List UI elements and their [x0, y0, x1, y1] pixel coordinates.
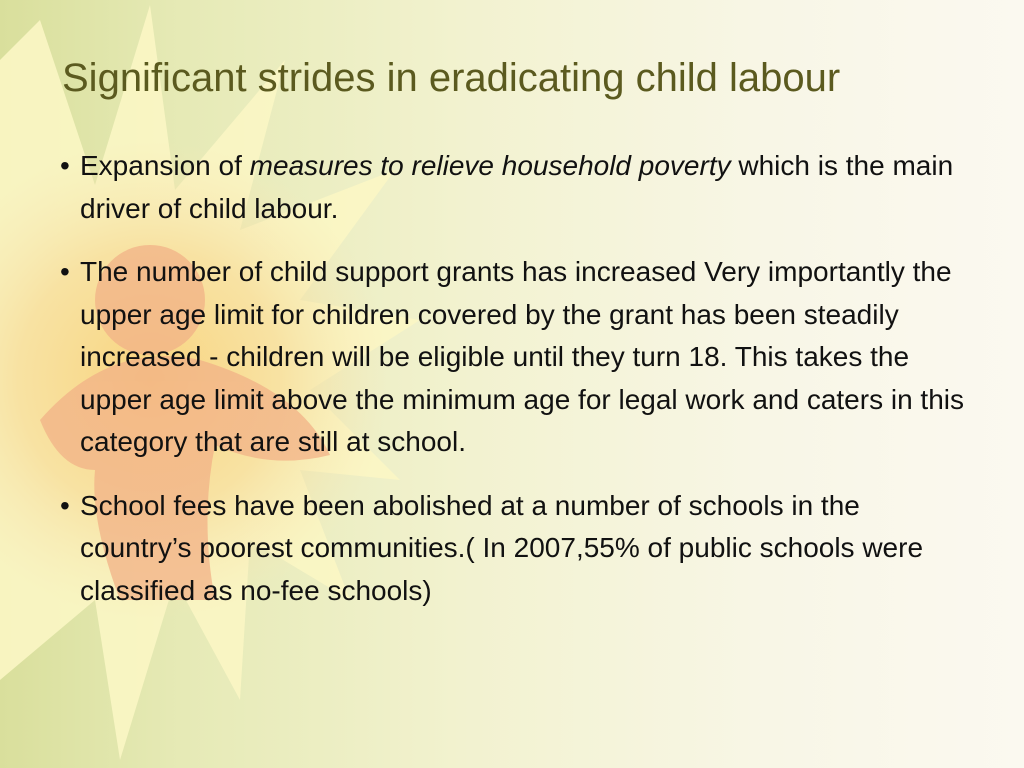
- bullet-poverty-emphasis: measures to relieve household poverty: [249, 150, 731, 181]
- bullet-list: [58, 145, 973, 633]
- slide-title: Significant strides in eradicating child labour: [62, 56, 841, 100]
- bullet-poverty-text-end: which is the main driver of child labour.: [80, 150, 954, 224]
- bullet-poverty-measures: [58, 145, 973, 230]
- bullet-child-support-grants: • The number of child support grants has increased Very importantly the upper age limit for children covered by the grant has been steadily increased - children will be eligible until they turn 18. This takes the upper age limit above the minimum age for legal work and caters in this category that are still at school.: [58, 251, 973, 464]
- bullet-school-fees: • School fees have been abolished at a number of schools in the country’s poorest communities.( In 2007,55% of public schools were classified as no-fee schools): [58, 485, 973, 613]
- bullet-poverty-text-start: Expansion of: [80, 150, 250, 181]
